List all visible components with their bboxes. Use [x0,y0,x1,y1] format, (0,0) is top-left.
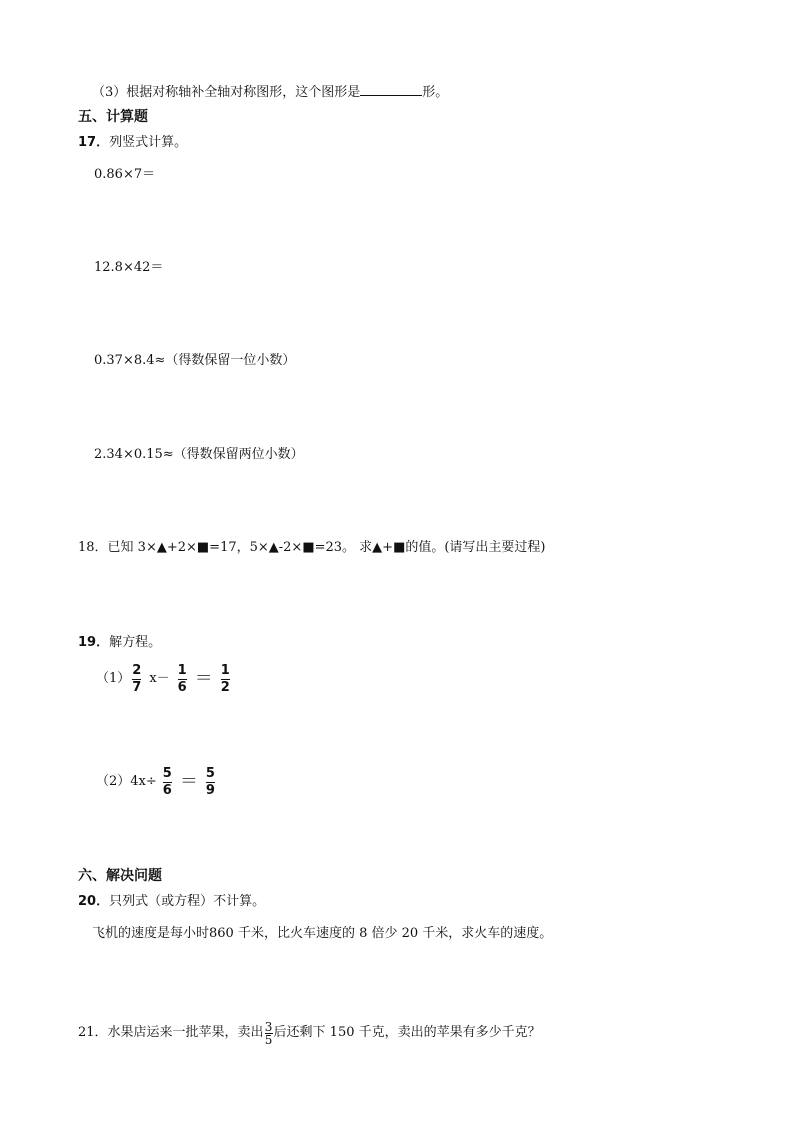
q21-suffix: 后还剩下 150 千克，卖出的苹果有多少千克？ [273,1025,541,1040]
fraction: $\frac{1}{6}$ [177,662,187,695]
q19-part1 [96,660,232,698]
fraction: $\frac{5}{6}$ [162,765,172,798]
q20-number: 20． [78,894,110,909]
q16-part3-label: （3）根据对称轴补全轴对称图形，这个图形是 [92,85,361,100]
q19-prompt: 解方程。 [109,635,162,650]
equals-sign: ＝ [179,771,198,792]
section-6-heading: 六、解决问题 [78,868,162,884]
q21 [78,1016,541,1050]
q19-part2 [96,763,217,801]
q19-part1-label: （1） [96,671,131,686]
q17-item-4: 2.34×0.15≈（得数保留两位小数） [94,447,304,462]
answer-blank[interactable] [360,82,422,96]
q17-prompt: 列竖式计算。 [109,135,188,150]
q17-item-2: 12.8×42＝ [94,260,164,275]
q20-text: 飞机的速度是每小时860 千米，比火车速度的 8 倍少 20 千米，求火车的速度。 [92,926,553,941]
q21-prefix: 21．水果店运来一批苹果，卖出 [78,1025,264,1040]
fraction: $\frac{3}{5}$ [264,1019,273,1047]
q17-number: 17． [78,135,110,150]
q17-item-1: 0.86×7＝ [94,167,156,182]
q19-part2-label: （2）4x÷ [96,774,157,789]
variable: x－ [149,671,170,686]
q17 [78,134,187,152]
q16-part3 [92,82,448,102]
q19-number: 19． [78,635,110,650]
q20 [78,893,265,911]
fraction: $\frac{2}{7}$ [132,662,142,695]
q17-item-3: 0.37×8.4≈（得数保留一位小数） [94,353,296,368]
q16-part3-suffix: 形。 [422,85,449,100]
q19 [78,634,161,652]
q20-prompt: 只列式（或方程）不计算。 [109,894,266,909]
fraction: $\frac{1}{2}$ [220,662,230,695]
q18: 18．已知 3×▲+2×■=17，5×▲-2×■=23。 求▲+■的值。(请写出主要过程) [78,540,546,555]
equals-sign: ＝ [194,668,213,689]
section-5-heading: 五、计算题 [78,109,148,125]
fraction: $\frac{5}{9}$ [205,765,215,798]
